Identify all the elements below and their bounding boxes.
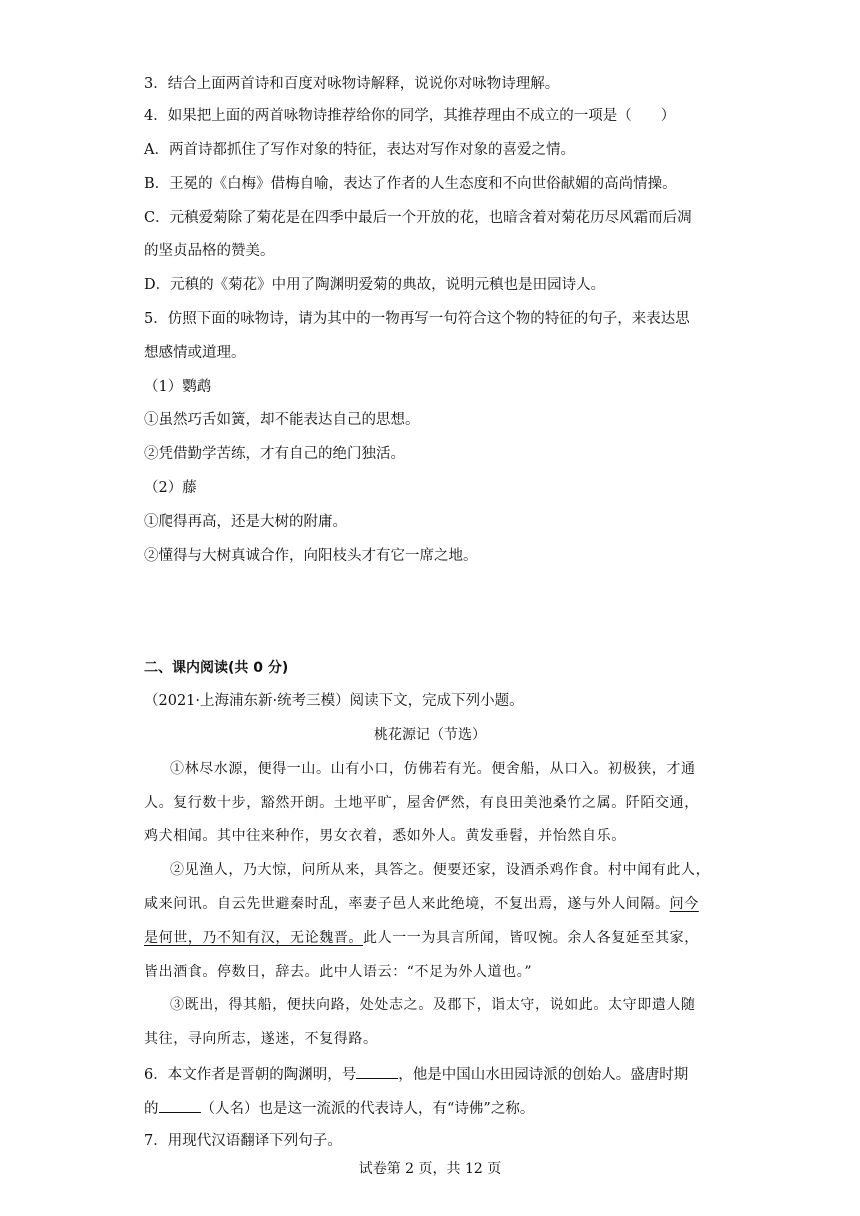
q6-text: 的 xyxy=(144,1101,159,1117)
page-footer: 试卷第 2 页，共 12 页 xyxy=(358,1161,502,1177)
section-source: （2021·上海浦东新·统考三模）阅读下文，完成下列小题。 xyxy=(144,693,524,709)
passage-p1-line3: 鸡犬相闻。其中往来种作，男女衣着，悉如外人。黄发垂髫，并怡然自乐。 xyxy=(144,828,626,844)
passage-p1-line2: 人。复行数十步，豁然开朗。土地平旷，屋舍俨然，有良田美池桑竹之属。阡陌交通， xyxy=(144,795,699,811)
q6-text: （人名）也是这一流派的代表诗人，有“诗佛”之称。 xyxy=(200,1101,535,1117)
q6-text: 6．本文作者是晋朝的陶渊明，号 xyxy=(144,1067,357,1083)
passage-text: 咸来问讯。自云先世避秦时乱，率妻子邑人来此绝境，不复出焉，遂与外人间隔。 xyxy=(144,896,670,912)
question-7: 7．用现代汉语翻译下列句子。 xyxy=(144,1133,342,1149)
option-c-line1: C．元稹爱菊除了菊花是在四季中最后一个开放的花，也暗含着对菊花历尽风霜而后凋 xyxy=(144,210,692,226)
passage-p3-line2: 其往，寻向所志，遂迷，不复得路。 xyxy=(144,1031,378,1047)
question-4: 4．如果把上面的两首咏物诗推荐给你的同学，其推荐理由不成立的一项是（ ） xyxy=(144,108,676,124)
option-a: A．两首诗都抓住了写作对象的特征，表达对写作对象的喜爱之情。 xyxy=(144,142,575,158)
passage-p2-line3 xyxy=(144,928,744,948)
q5-item-vine: （2）藤 xyxy=(144,480,197,496)
underlined-sentence-part2: 是何世，乃不知有汉，无论魏晋。 xyxy=(144,930,363,946)
question-5-line2: 想感情或道理。 xyxy=(144,345,246,361)
option-b: B．王冕的《白梅》借梅自喻，表达了作者的人生态度和不向世俗献媚的高尚情操。 xyxy=(144,176,677,192)
option-c-line2: 的坚贞品格的赞美。 xyxy=(144,243,275,259)
passage-p2-line4: 皆出酒食。停数日，辞去。此中人语云：“不足为外人道也。” xyxy=(144,964,533,980)
passage-p1-line1: ①林尽水源，便得一山。山有小口，仿佛若有光。便舍船，从口入。初极狭，才通 xyxy=(170,761,696,777)
answer-blank-1[interactable] xyxy=(356,1063,398,1079)
question-5-line1: 5．仿照下面的咏物诗，请为其中的一物再写一句符合这个物的特征的句子，来表达思 xyxy=(144,311,690,327)
answer-blank-2[interactable] xyxy=(159,1097,201,1113)
passage-p3-line1: ③既出，得其船，便扶向路，处处志之。及郡下，诣太守，说如此。太守即遣人随 xyxy=(170,997,696,1013)
q5-item-vine-b: ②懂得与大树真诚合作，向阳枝头才有它一席之地。 xyxy=(144,548,478,564)
question-6-line2 xyxy=(144,1097,744,1119)
q5-item-parrot-a: ①虽然巧舌如簧，却不能表达自己的思想。 xyxy=(144,412,420,428)
passage-title: 桃花源记（节选） xyxy=(374,727,486,743)
question-6-line1 xyxy=(144,1063,744,1085)
q5-item-parrot-b: ②凭借勤学苦练，才有自己的绝门独活。 xyxy=(144,446,405,462)
section-heading: 二、课内阅读(共 0 分) xyxy=(144,660,289,676)
passage-text: 此人一一为具言所闻，皆叹惋。余人各复延至其家， xyxy=(363,930,699,946)
passage-p2-line2 xyxy=(144,894,744,914)
passage-p2-line1: ②见渔人，乃大惊，问所从来，具答之。便要还家，设酒杀鸡作食。村中闻有此人， xyxy=(170,862,711,878)
option-d: D．元稹的《菊花》中用了陶渊明爱菊的典故，说明元稹也是田园诗人。 xyxy=(144,277,606,293)
question-3: 3．结合上面两首诗和百度对咏物诗解释，说说你对咏物诗理解。 xyxy=(144,76,560,92)
underlined-sentence-part1: 问今 xyxy=(669,896,699,912)
q5-item-parrot: （1）鹦鹉 xyxy=(144,379,212,395)
q6-text: ，他是中国山水田园诗派的创始人。盛唐时期 xyxy=(398,1067,689,1083)
q5-item-vine-a: ①爬得再高，还是大树的附庸。 xyxy=(144,514,347,530)
